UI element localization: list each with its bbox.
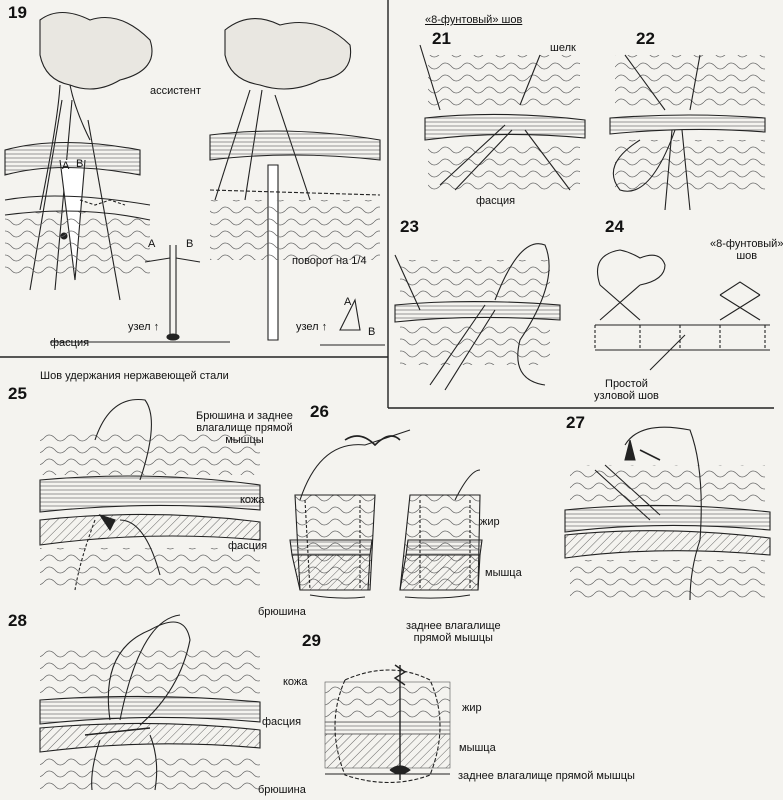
label-fascia-21: фасция xyxy=(476,195,516,207)
figure-number-23: 23 xyxy=(400,217,419,236)
label-posterior-sheath-26: заднее влагалище прямой мышцы xyxy=(406,620,501,644)
label-knot-left: узел ↑ xyxy=(128,321,160,333)
label-knot-right: узел ↑ xyxy=(296,321,328,333)
label-b-clamp: B xyxy=(76,158,84,170)
label-assistant: ассистент xyxy=(150,85,201,97)
figure-number-28: 28 xyxy=(8,611,27,630)
label-peritoneum-26: брюшина xyxy=(258,606,306,618)
fig27-drawing xyxy=(565,427,770,600)
title-figure8-suture: «8-фунтовый» шов xyxy=(425,14,523,26)
label-fascia-29: фасция xyxy=(262,716,302,728)
label-posterior-sheath-29: заднее влагалище прямой мышцы xyxy=(458,770,635,782)
label-a-right: A xyxy=(344,296,352,308)
title-steel-retention-suture: Шов удержания нержавеющей стали xyxy=(40,370,229,382)
figure-number-25: 25 xyxy=(8,384,27,403)
label-b-right: B xyxy=(368,326,376,338)
label-silk: шелк xyxy=(550,42,576,54)
label-simple-interrupted: Простой узловой шов xyxy=(594,378,659,402)
label-fat-29: жир xyxy=(462,702,482,714)
label-fascia-26: фасция xyxy=(228,540,268,552)
label-skin-29: кожа xyxy=(283,676,308,688)
figure-number-29: 29 xyxy=(302,631,321,650)
label-skin-26: кожа xyxy=(240,494,265,506)
label-muscle-26: мышца xyxy=(485,567,522,579)
figure-number-21: 21 xyxy=(432,29,451,48)
label-fascia-19: фасция xyxy=(50,337,90,349)
fig22-drawing xyxy=(610,55,765,210)
label-a-knot: A xyxy=(148,238,156,250)
fig19-right-drawing xyxy=(210,19,385,345)
fig21-drawing xyxy=(420,45,585,190)
label-peritoneum-sheath: Брюшина и заднее влагалище прямой мышцы xyxy=(196,410,293,446)
label-b-knot: B xyxy=(186,238,194,250)
fig19-left-drawing xyxy=(5,13,152,301)
label-peritoneum-29: брюшина xyxy=(258,784,306,796)
fig29-drawing xyxy=(325,665,450,783)
fig28-drawing xyxy=(40,615,260,790)
label-a-clamp: A xyxy=(62,160,70,172)
label-fat-26: жир xyxy=(480,516,500,528)
fig26-drawing xyxy=(290,430,482,598)
label-figure8-suture: «8-фунтовый» шов xyxy=(710,238,783,262)
figure-number-27: 27 xyxy=(566,413,585,432)
label-muscle-29: мышца xyxy=(459,742,496,754)
fig23-drawing xyxy=(395,244,560,390)
figure-number-24: 24 xyxy=(605,217,624,236)
label-turn: поворот на 1/4 xyxy=(292,255,367,267)
figure-number-26: 26 xyxy=(310,402,329,421)
figure-number-19: 19 xyxy=(8,3,27,22)
figure-number-22: 22 xyxy=(636,29,655,48)
fig24-drawing xyxy=(595,250,770,370)
label-quarter: 1/4 xyxy=(351,255,367,267)
